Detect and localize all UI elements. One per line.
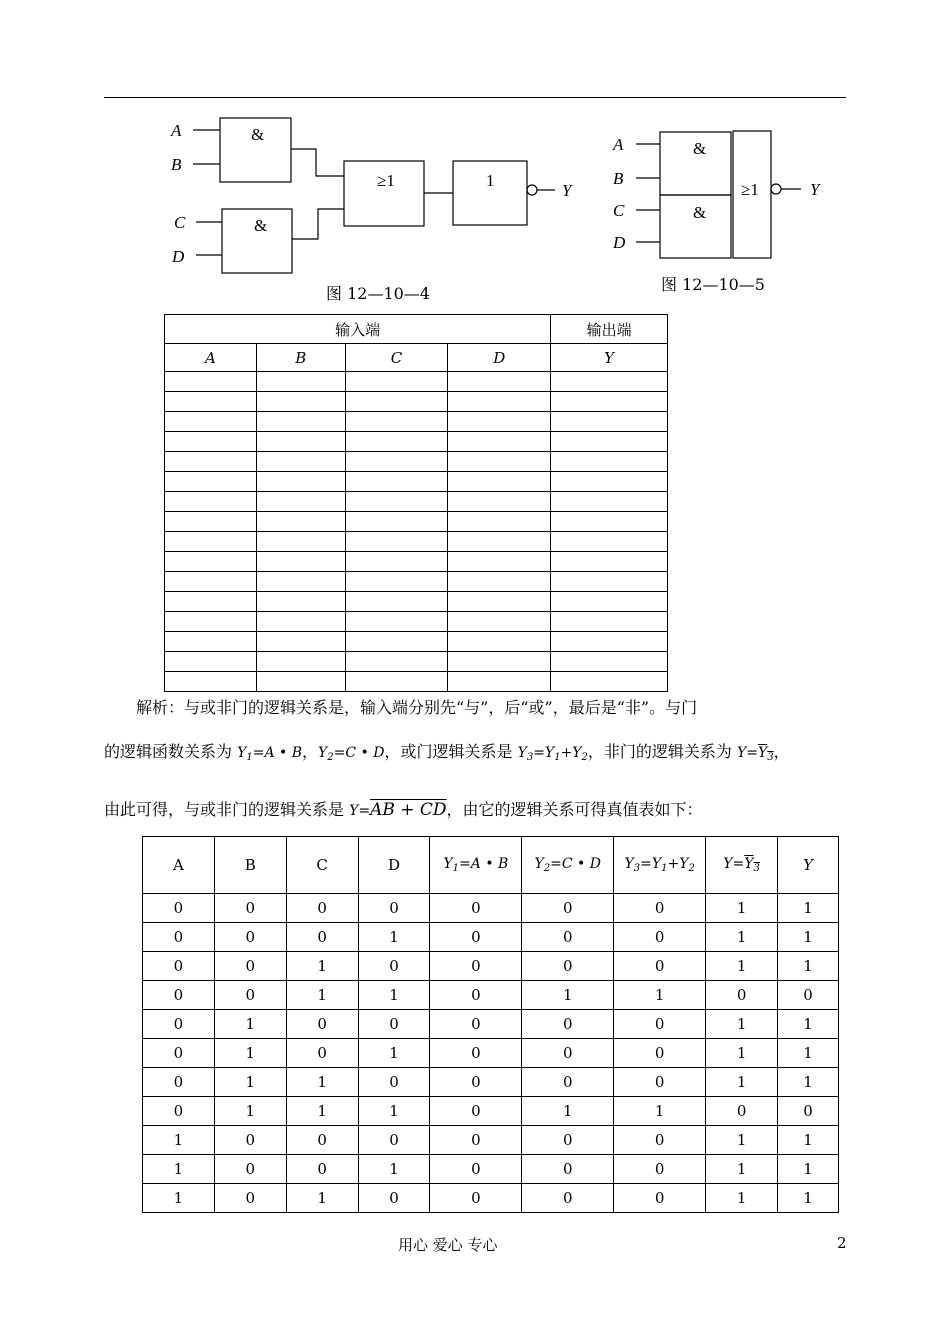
blank-cell — [165, 612, 257, 632]
blank-cell — [345, 452, 448, 472]
blank-row — [165, 412, 668, 432]
fig5-label-a: A — [613, 135, 624, 154]
blank-cell — [551, 432, 668, 452]
table-cell: 0 — [778, 981, 839, 1010]
table-cell: 0 — [143, 1039, 215, 1068]
table-row — [143, 1068, 839, 1097]
blank-cell — [165, 652, 257, 672]
table-cell: 0 — [522, 1068, 614, 1097]
blank-cell — [165, 392, 257, 412]
table-cell: 0 — [430, 1039, 522, 1068]
blank-cell — [165, 532, 257, 552]
fig4-not-symbol: 1 — [486, 171, 495, 190]
table-cell: 0 — [214, 1184, 286, 1213]
table-cell: 0 — [522, 894, 614, 923]
blank-cell — [165, 412, 257, 432]
table-cell: 1 — [614, 1097, 706, 1126]
table-cell: 0 — [430, 952, 522, 981]
blank-cell — [256, 412, 345, 432]
blank-cell — [345, 472, 448, 492]
table-cell: 0 — [143, 1097, 215, 1126]
fig5-output-y: Y — [810, 180, 820, 199]
blank-cell — [551, 512, 668, 532]
table-cell: 0 — [358, 1184, 430, 1213]
table-row — [143, 1184, 839, 1213]
table-cell: 0 — [614, 1010, 706, 1039]
header-y3: $Y_3=Y_1+Y_2$ — [614, 837, 706, 894]
fig4-caption: 图 12—10—4 — [326, 284, 430, 303]
group-header-output: 输出端 — [551, 315, 668, 344]
column-header: B — [256, 344, 345, 372]
table-cell: 0 — [358, 1068, 430, 1097]
table-cell: 1 — [522, 1097, 614, 1126]
table-row — [143, 1039, 839, 1068]
eq-y2: $Y_2=C$ • D — [318, 745, 385, 763]
table-cell: 1 — [706, 1010, 778, 1039]
table-cell: 0 — [430, 1068, 522, 1097]
fig4-and2-symbol: & — [254, 216, 268, 235]
table-cell: 0 — [522, 1010, 614, 1039]
blank-cell — [165, 592, 257, 612]
blank-cell — [256, 592, 345, 612]
blank-cell — [256, 552, 345, 572]
blank-cell — [345, 552, 448, 572]
blank-cell — [551, 372, 668, 392]
table-row — [143, 1010, 839, 1039]
table-cell: 1 — [778, 1039, 839, 1068]
blank-cell — [165, 512, 257, 532]
blank-cell — [256, 492, 345, 512]
table-cell: 1 — [214, 1010, 286, 1039]
table-cell: 1 — [778, 1126, 839, 1155]
table-cell: 0 — [286, 1126, 358, 1155]
table-row — [143, 1097, 839, 1126]
blank-truth-table — [164, 314, 668, 692]
blank-cell — [448, 452, 551, 472]
blank-cell — [256, 612, 345, 632]
table-cell: 0 — [214, 1126, 286, 1155]
blank-cell — [345, 412, 448, 432]
blank-cell — [551, 612, 668, 632]
blank-cell — [165, 492, 257, 512]
text: ，由它的逻辑关系可得真值表如下： — [446, 800, 703, 819]
footer-motto: 用心 爱心 专心 — [398, 1236, 498, 1254]
fig5-or-symbol: ≥1 — [741, 180, 759, 199]
blank-row — [165, 592, 668, 612]
table-cell: 1 — [143, 1184, 215, 1213]
table-cell: 1 — [706, 1126, 778, 1155]
text: 的逻辑函数关系为 — [104, 742, 238, 761]
blank-row — [165, 672, 668, 692]
table-cell: 1 — [143, 1155, 215, 1184]
table-cell: 0 — [706, 981, 778, 1010]
table-cell: 0 — [522, 952, 614, 981]
blank-cell — [345, 392, 448, 412]
blank-cell — [256, 512, 345, 532]
fig5-caption: 图 12—10—5 — [661, 275, 765, 294]
header-y-not: $Y=Y_3$ — [706, 837, 778, 894]
table-cell: 1 — [286, 1068, 358, 1097]
blank-cell — [448, 532, 551, 552]
text: ， — [773, 742, 790, 761]
blank-cell — [165, 552, 257, 572]
table-cell: 0 — [143, 981, 215, 1010]
blank-cell — [345, 432, 448, 452]
truth-table-header — [143, 837, 839, 894]
blank-cell — [448, 412, 551, 432]
table-cell: 0 — [522, 1039, 614, 1068]
blank-cell — [345, 532, 448, 552]
table-cell: 0 — [143, 894, 215, 923]
table-cell: 0 — [214, 1155, 286, 1184]
table-cell: 1 — [778, 894, 839, 923]
eq-y: $Y=Y_3$ — [737, 745, 774, 763]
table-cell: 1 — [214, 1039, 286, 1068]
table-cell: 1 — [706, 1068, 778, 1097]
table-cell: 0 — [143, 952, 215, 981]
table-cell: 1 — [358, 1155, 430, 1184]
inversion-bubble-2 — [771, 184, 781, 194]
blank-rows — [165, 372, 668, 692]
table-cell: 0 — [522, 1184, 614, 1213]
table-cell: 0 — [614, 1039, 706, 1068]
blank-cell — [551, 572, 668, 592]
table-cell: 0 — [430, 981, 522, 1010]
blank-cell — [448, 632, 551, 652]
column-header: A — [165, 344, 257, 372]
blank-cell — [165, 632, 257, 652]
blank-cell — [448, 612, 551, 632]
table-cell: 1 — [778, 923, 839, 952]
blank-cell — [551, 552, 668, 572]
blank-cell — [256, 472, 345, 492]
eq-y3: $Y_3=Y_1+Y_2$ — [517, 745, 588, 763]
blank-row — [165, 392, 668, 412]
table-cell: 1 — [778, 1184, 839, 1213]
column-header: Y — [551, 344, 668, 372]
blank-row — [165, 472, 668, 492]
blank-cell — [551, 592, 668, 612]
fig5-and2-symbol: & — [693, 203, 707, 222]
blank-cell — [551, 652, 668, 672]
blank-cell — [256, 372, 345, 392]
blank-cell — [345, 612, 448, 632]
table-cell: 0 — [430, 1184, 522, 1213]
blank-cell — [165, 672, 257, 692]
column-header: C — [345, 344, 448, 372]
table-cell: 1 — [214, 1097, 286, 1126]
table-cell: 0 — [214, 923, 286, 952]
table-cell: 0 — [522, 1126, 614, 1155]
table-row — [143, 894, 839, 923]
header-y2: $Y_2=C$ • D — [522, 837, 614, 894]
fig5-label-c: C — [613, 201, 625, 220]
table-cell: 0 — [614, 894, 706, 923]
header-b: B — [214, 837, 286, 894]
table-row — [143, 981, 839, 1010]
logic-diagrams — [0, 0, 950, 300]
table-cell: 0 — [706, 1097, 778, 1126]
table-cell: 0 — [614, 952, 706, 981]
table-cell: 1 — [778, 1155, 839, 1184]
fig5-label-d: D — [613, 233, 626, 252]
fig4-or-symbol: ≥1 — [377, 171, 395, 190]
blank-cell — [256, 652, 345, 672]
blank-cell — [256, 432, 345, 452]
table-cell: 1 — [706, 1184, 778, 1213]
table-cell: 1 — [214, 1068, 286, 1097]
table-cell: 1 — [706, 894, 778, 923]
table-cell: 1 — [286, 1097, 358, 1126]
text: ，非门的逻辑关系为 — [587, 742, 738, 761]
blank-cell — [165, 572, 257, 592]
blank-cell — [165, 452, 257, 472]
fig5-label-b: B — [613, 169, 624, 188]
fig4-label-d: D — [172, 247, 185, 266]
table-cell: 0 — [286, 1155, 358, 1184]
blank-cell — [551, 492, 668, 512]
table-cell: 0 — [358, 1010, 430, 1039]
blank-cell — [551, 532, 668, 552]
blank-cell — [448, 552, 551, 572]
blank-row — [165, 552, 668, 572]
table-cell: 0 — [614, 1126, 706, 1155]
blank-cell — [345, 672, 448, 692]
blank-row — [165, 512, 668, 532]
table-cell: 1 — [286, 1184, 358, 1213]
blank-cell — [256, 672, 345, 692]
fig5-and1-symbol: & — [693, 139, 707, 158]
blank-row — [165, 532, 668, 552]
blank-cell — [345, 372, 448, 392]
blank-cell — [448, 432, 551, 452]
text: 由此可得，与或非门的逻辑关系是 — [104, 800, 350, 819]
table-cell: 0 — [143, 923, 215, 952]
table-cell: 0 — [214, 894, 286, 923]
table-cell: 1 — [706, 1155, 778, 1184]
eq-y1: $Y_1=A$ • B — [237, 745, 303, 763]
blank-cell — [256, 392, 345, 412]
blank-row — [165, 372, 668, 392]
table-cell: 0 — [430, 1097, 522, 1126]
header-y1: $Y_1=A$ • B — [430, 837, 522, 894]
group-header-inputs: 输入端 — [165, 315, 551, 344]
blank-cell — [165, 372, 257, 392]
blank-cell — [551, 412, 668, 432]
table-cell: 1 — [614, 981, 706, 1010]
table-cell: 1 — [358, 1097, 430, 1126]
page-number: 2 — [837, 1234, 847, 1252]
header-y: Y — [778, 837, 839, 894]
table-cell: 0 — [430, 1126, 522, 1155]
blank-cell — [448, 472, 551, 492]
table-cell: 1 — [706, 923, 778, 952]
blank-cell — [345, 652, 448, 672]
table-cell: 0 — [214, 981, 286, 1010]
table-cell: 1 — [286, 981, 358, 1010]
inversion-bubble — [527, 185, 537, 195]
blank-row — [165, 572, 668, 592]
analysis-line-3: 由此可得，与或非门的逻辑关系是 Y=AB + CD，由它的逻辑关系可得真值表如下： — [104, 800, 703, 820]
table-cell: 0 — [614, 1184, 706, 1213]
blank-cell — [256, 532, 345, 552]
blank-cell — [345, 632, 448, 652]
table-cell: 0 — [286, 894, 358, 923]
table-cell: 0 — [430, 923, 522, 952]
blank-cell — [551, 392, 668, 412]
table-cell: 1 — [143, 1126, 215, 1155]
table-cell: 0 — [143, 1068, 215, 1097]
blank-cell — [448, 652, 551, 672]
blank-cell — [345, 492, 448, 512]
table-cell: 0 — [358, 1126, 430, 1155]
blank-row — [165, 652, 668, 672]
table-cell: 0 — [614, 1155, 706, 1184]
blank-cell — [165, 432, 257, 452]
table-cell: 0 — [286, 1010, 358, 1039]
table-cell: 1 — [358, 1039, 430, 1068]
fig4-label-a: A — [171, 121, 182, 140]
blank-cell — [345, 572, 448, 592]
table-cell: 0 — [286, 1039, 358, 1068]
table-cell: 0 — [214, 952, 286, 981]
header-c: C — [286, 837, 358, 894]
expr-ab-plus-cd: AB + CD — [370, 800, 447, 820]
blank-row — [165, 492, 668, 512]
table-cell: 0 — [614, 1068, 706, 1097]
blank-cell — [345, 592, 448, 612]
table-cell: 0 — [614, 923, 706, 952]
blank-cell — [448, 572, 551, 592]
analysis-line-1: 解析：与或非门的逻辑关系是，输入端分别先“与”，后“或”，最后是“非”。与门 — [136, 698, 698, 717]
header-a: A — [143, 837, 215, 894]
table-cell: 0 — [358, 894, 430, 923]
blank-cell — [448, 492, 551, 512]
analysis-line-2: 的逻辑函数关系为 $Y_1=A$ • B，$Y_2=C$ • D，或门逻辑关系是 $Y_3=Y_1+Y_2$，非门的逻辑关系为 $Y=Y_3$， — [104, 742, 790, 763]
table-cell: 0 — [286, 923, 358, 952]
blank-cell — [448, 392, 551, 412]
text: ，或门逻辑关系是 — [384, 742, 518, 761]
fig4-label-b: B — [171, 155, 182, 174]
blank-cell — [448, 372, 551, 392]
table-cell: 0 — [522, 1155, 614, 1184]
table-cell: 1 — [706, 1039, 778, 1068]
table-cell: 0 — [358, 952, 430, 981]
table-cell: 1 — [286, 952, 358, 981]
blank-cell — [448, 592, 551, 612]
blank-cell — [256, 572, 345, 592]
fig4-label-c: C — [174, 213, 186, 232]
blank-cell — [448, 672, 551, 692]
blank-cell — [256, 452, 345, 472]
blank-cell — [551, 472, 668, 492]
blank-row — [165, 452, 668, 472]
table-cell: 1 — [358, 981, 430, 1010]
blank-cell — [551, 452, 668, 472]
blank-cell — [165, 472, 257, 492]
table-cell: 1 — [778, 1010, 839, 1039]
column-header: D — [448, 344, 551, 372]
blank-row — [165, 612, 668, 632]
blank-cell — [551, 672, 668, 692]
table-cell: 0 — [143, 1010, 215, 1039]
blank-cell — [448, 512, 551, 532]
table-cell: 1 — [778, 952, 839, 981]
table-row — [143, 1155, 839, 1184]
header-d: D — [358, 837, 430, 894]
table-cell: 1 — [358, 923, 430, 952]
table-cell: 1 — [778, 1068, 839, 1097]
truth-table — [142, 836, 839, 1213]
table-cell: 1 — [706, 952, 778, 981]
table-row — [143, 923, 839, 952]
blank-cell — [256, 632, 345, 652]
truth-table-body — [143, 894, 839, 1213]
fig4-output-y: Y — [562, 181, 572, 200]
table-cell: 1 — [522, 981, 614, 1010]
table-row — [143, 1126, 839, 1155]
blank-row — [165, 632, 668, 652]
table-cell: 0 — [430, 1010, 522, 1039]
table-cell: 0 — [430, 1155, 522, 1184]
table-cell: 0 — [522, 923, 614, 952]
table-cell: 0 — [778, 1097, 839, 1126]
blank-row — [165, 432, 668, 452]
fig4-and1-symbol: & — [251, 125, 265, 144]
table-row — [143, 952, 839, 981]
blank-cell — [345, 512, 448, 532]
table-cell: 0 — [430, 894, 522, 923]
blank-cell — [551, 632, 668, 652]
